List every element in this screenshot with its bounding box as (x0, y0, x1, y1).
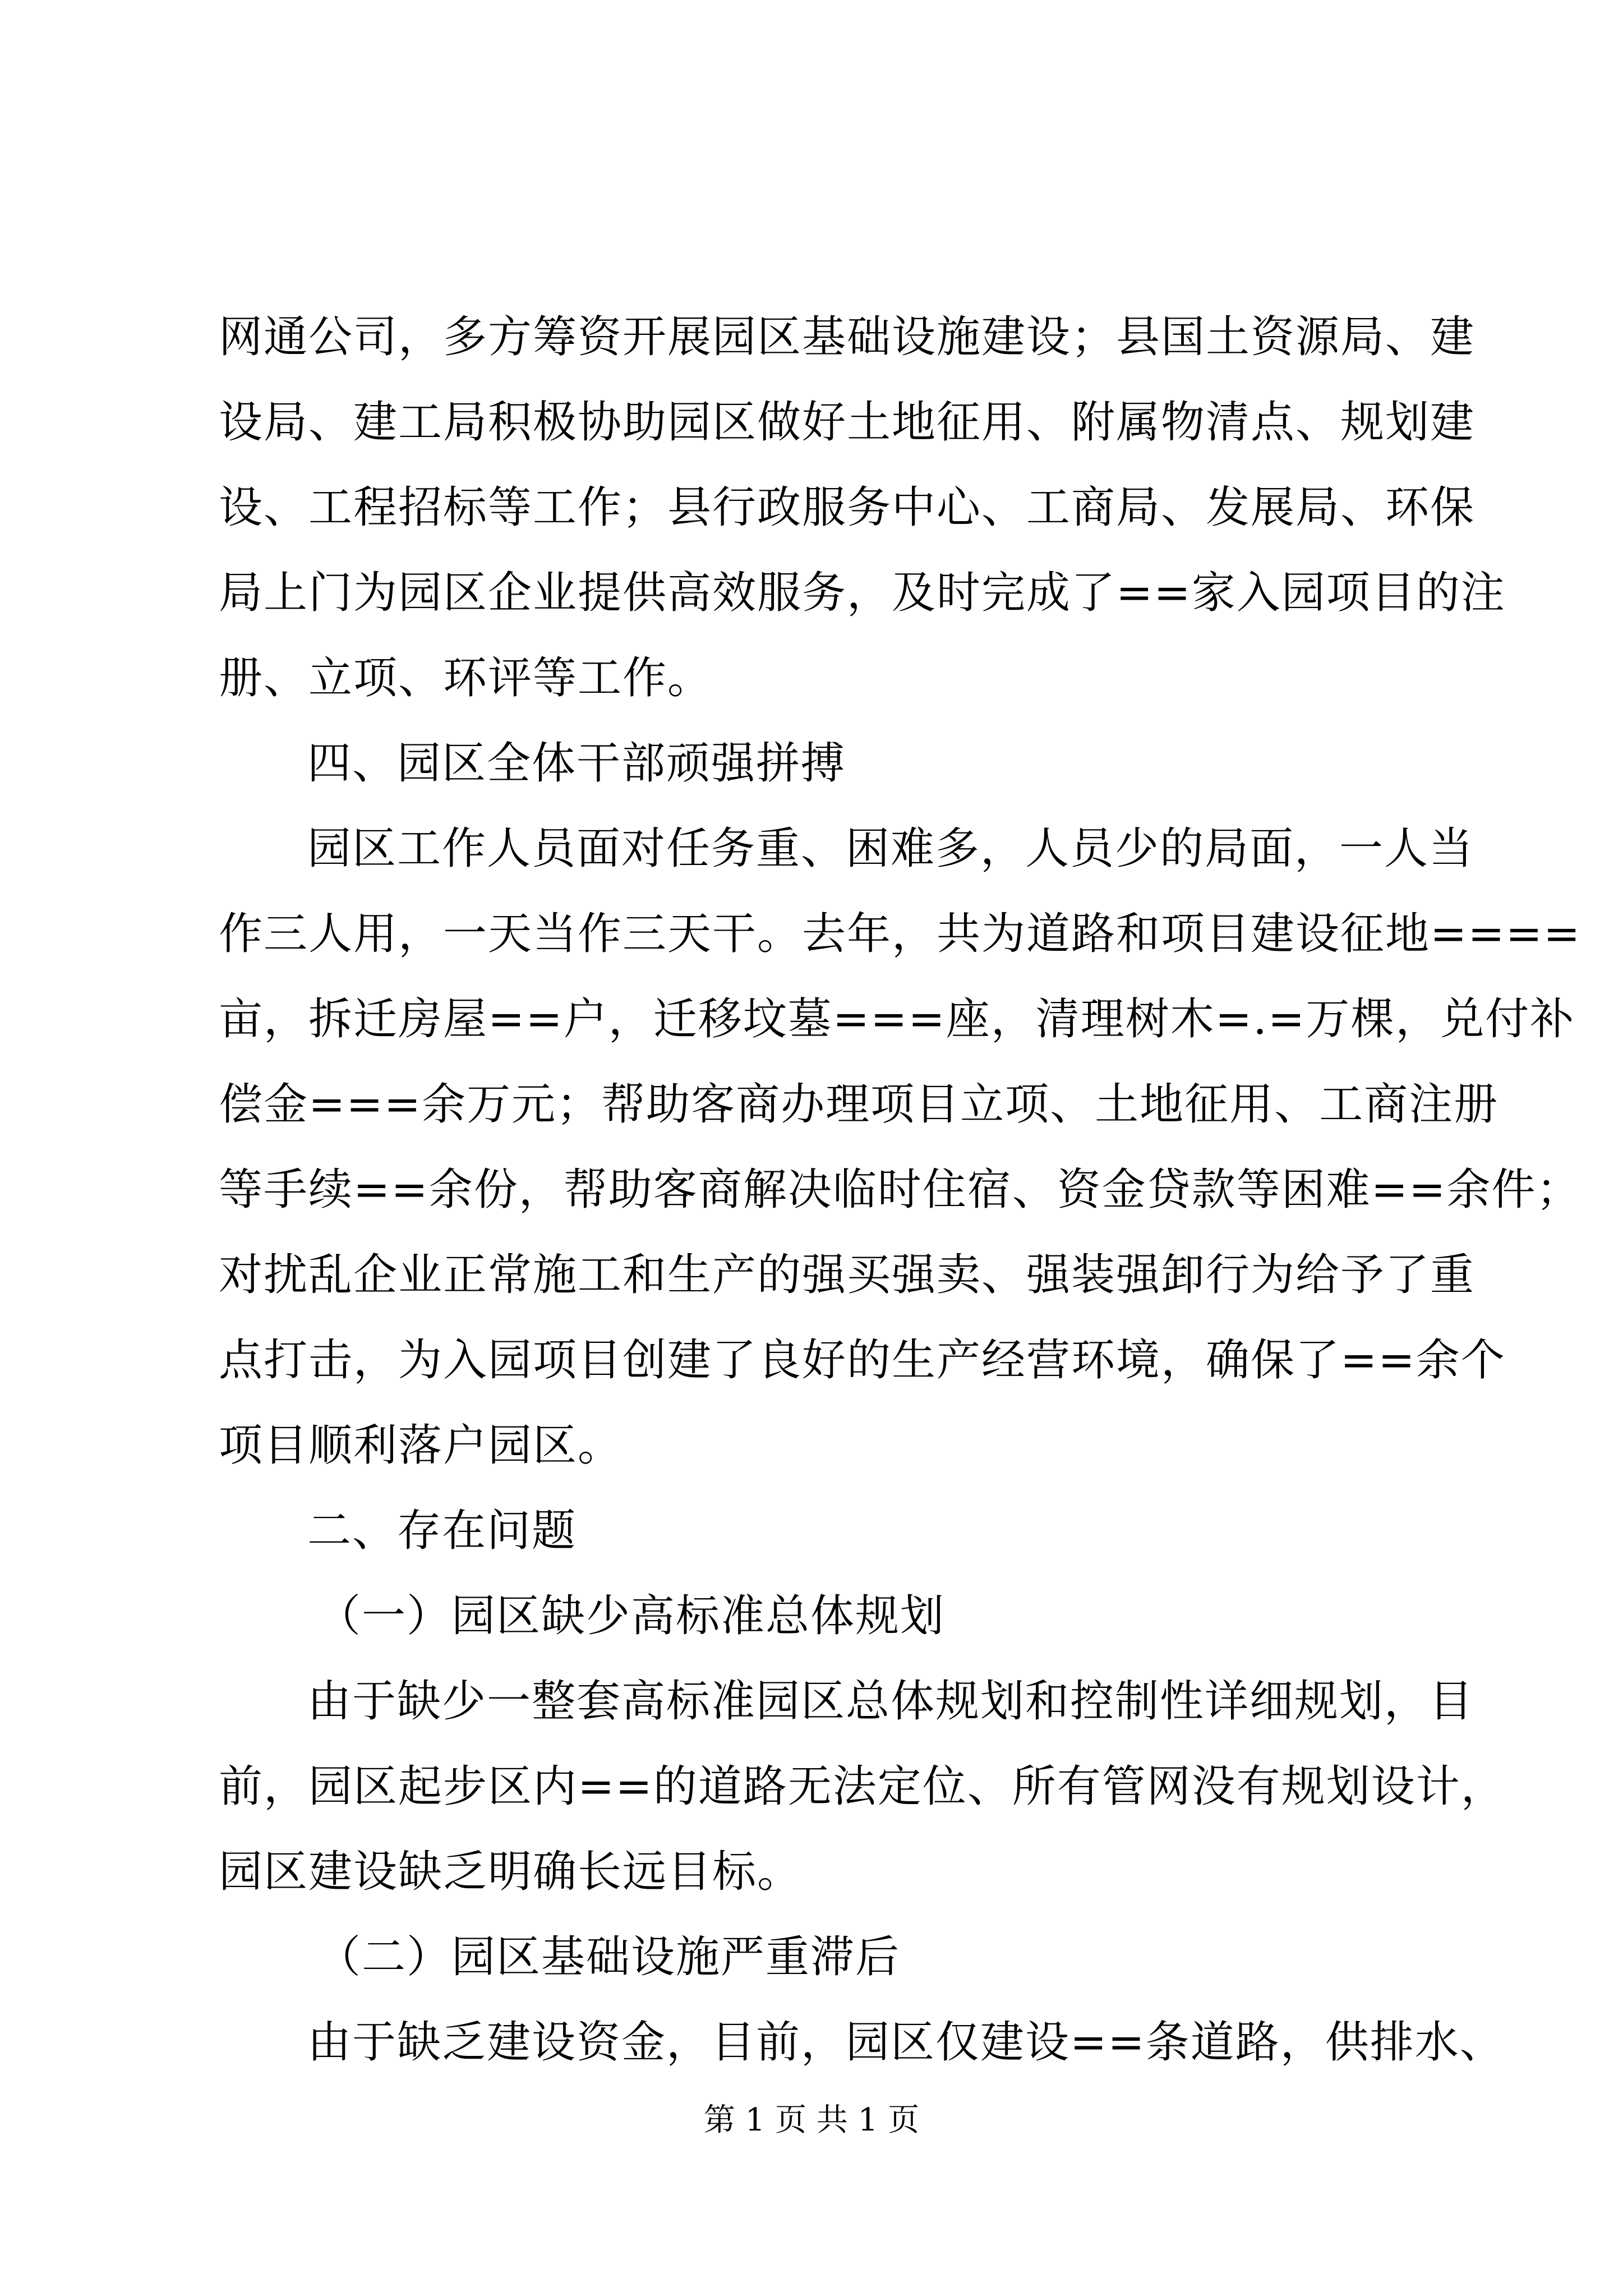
text-line: 由于缺少一整套高标准园区总体规划和控制性详细规划，目 (307, 1676, 1474, 1727)
text-line: 作三人用，一天当作三天干。去年，共为道路和项目建设征地==== (219, 909, 1581, 959)
section-heading: 四、园区全体干部顽强拼搏 (307, 738, 846, 789)
subsection-heading: （二）园区基础设施严重滞后 (317, 1932, 901, 1982)
text-line: 项目顺利落户园区。 (219, 1420, 623, 1471)
text-line: 设局、建工局积极协助园区做好土地征用、附属物清点、规划建 (219, 397, 1476, 448)
text-line: 园区建设缺乏明确长远目标。 (219, 1847, 803, 1897)
subsection-heading: （一）园区缺少高标准总体规划 (317, 1591, 946, 1641)
text-line: 由于缺乏建设资金，目前，园区仅建设==条道路，供排水、 (307, 2017, 1505, 2068)
page-footer: 第 1 页 共 1 页 (703, 2102, 920, 2138)
text-line: 网通公司，多方筹资开展园区基础设施建设；县国土资源局、建 (219, 312, 1476, 362)
section-heading: 二、存在问题 (307, 1506, 577, 1556)
text-line: 对扰乱企业正常施工和生产的强买强卖、强装强卸行为给予了重 (219, 1250, 1476, 1300)
text-line: 前，园区起步区内==的道路无法定位、所有管网没有规划设计， (219, 1761, 1506, 1812)
text-line: 偿金===余万元；帮助客商办理项目立项、土地征用、工商注册 (219, 1079, 1499, 1130)
text-line: 等手续==余份，帮助客商解决临时住宿、资金贷款等困难==余件； (219, 1165, 1581, 1215)
text-line: 局上门为园区企业提供高效服务，及时完成了==家入园项目的注 (219, 568, 1506, 618)
text-line: 点打击，为入园项目创建了良好的生产经营环境，确保了==余个 (219, 1335, 1506, 1386)
text-line: 亩，拆迁房屋==户，迁移坟墓===座，清理树木=.=万棵，兑付补 (219, 994, 1575, 1045)
text-line: 园区工作人员面对任务重、困难多，人员少的局面，一人当 (307, 823, 1474, 874)
document-body (219, 295, 1581, 2085)
text-line: 册、立项、环评等工作。 (219, 653, 713, 703)
text-line: 设、工程招标等工作；县行政服务中心、工商局、发展局、环保 (219, 482, 1476, 533)
